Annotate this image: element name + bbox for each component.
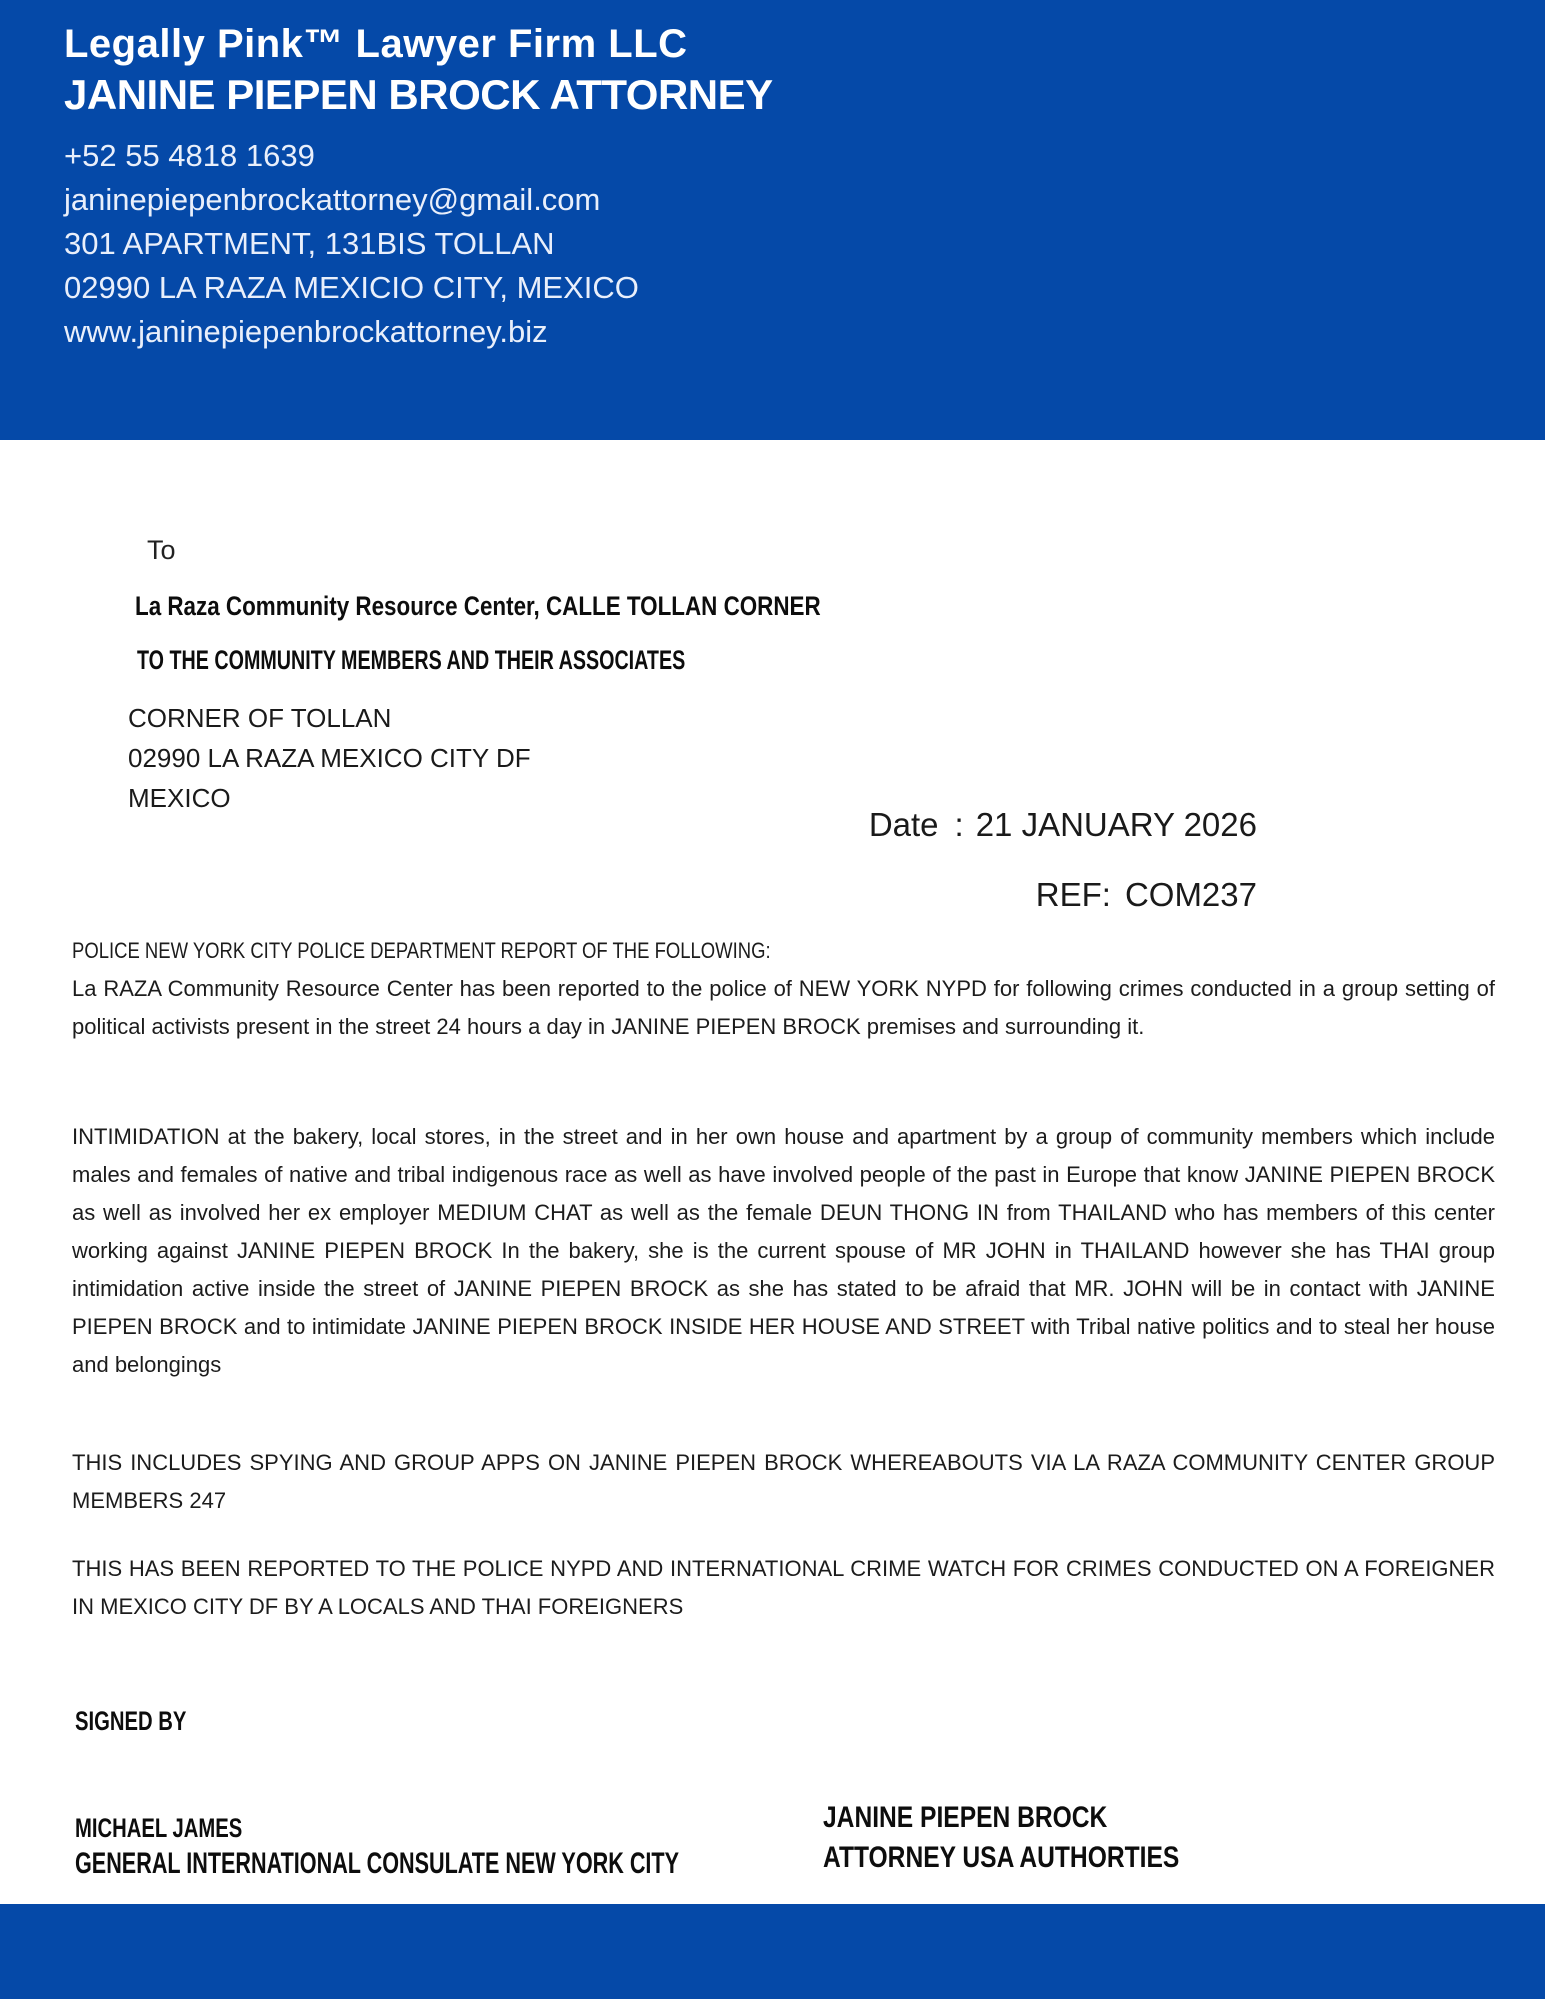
date-value: 21 JANUARY 2026: [975, 806, 1257, 843]
email-address: janinepiepenbrockattorney@gmail.com: [64, 182, 601, 217]
body-paragraph: THIS HAS BEEN REPORTED TO THE POLICE NYPD AND INTERNATIONAL CRIME WATCH FOR CRIMES CONDUCTED ON A FOREIGNER IN MEXICO CITY DF BY A LOCALS AND THAI FOREIGNERS: [72, 1556, 1495, 1619]
body-heading: POLICE NEW YORK CITY POLICE DEPARTMENT REPORT OF THE FOLLOWING:: [72, 938, 771, 963]
city-address: 02990 LA RAZA MEXICIO CITY, MEXICO: [64, 270, 639, 305]
recipient-address-line: MEXICO: [128, 783, 231, 813]
body-paragraph: La RAZA Community Resource Center has been reported to the police of NEW YORK NYPD for following crimes conducted in a group setting of political activists present in the street 24 hours a day in JANINE PIEPEN BROCK premises and surrounding it.: [72, 976, 1495, 1039]
body-paragraph: INTIMIDATION at the bakery, local stores, in the street and in her own house and apartment by a group of community members which include males and females of native and tribal indigenous race as well as have involved people of the past in Europe that know JANINE PIEPEN BROCK as well as involved her ex employer MEDIUM CHAT as well as the female DEUN THONG IN from THAILAND who has members of this center working against JANINE PIEPEN BROCK In the bakery, she is the current spouse of MR JOHN in THAILAND however she has THAI group intimidation active inside the street of JANINE PIEPEN BROCK as she has stated to be afraid that MR. JOHN will be in contact with JANINE PIEPEN BROCK and to intimidate JANINE PIEPEN BROCK INSIDE HER HOUSE AND STREET with Tribal native politics and to steal her house and belongings: [72, 1124, 1495, 1377]
website-url: www.janinepiepenbrockattorney.biz: [64, 314, 548, 349]
signatory-left-name: MICHAEL JAMES: [75, 1813, 243, 1843]
body-section-intimidation: [72, 1118, 1495, 1384]
date-separator: :: [954, 806, 964, 843]
phone-number: +52 55 4818 1639: [64, 138, 315, 173]
recipient-name: La Raza Community Resource Center, CALLE TOLLAN CORNER: [135, 591, 821, 621]
ref-value: COM237: [1124, 876, 1257, 913]
signatory-right: [823, 1798, 1179, 1878]
contact-block: [64, 134, 1505, 354]
attorney-name: JANINE PIEPEN BROCK ATTORNEY: [64, 71, 773, 118]
body-section-report: [72, 932, 1495, 1046]
footer-accent-bar: [0, 1904, 1545, 1999]
body-section-reported: [72, 1550, 1495, 1626]
to-label: To: [147, 535, 176, 565]
ref-line: [1036, 876, 1257, 914]
street-address: 301 APARTMENT, 131BIS TOLLAN: [64, 226, 555, 261]
ref-label: REF:: [1035, 876, 1111, 913]
recipient-attention: TO THE COMMUNITY MEMBERS AND THEIR ASSOCIATES: [137, 645, 686, 675]
signatory-right-title: ATTORNEY USA AUTHORTIES: [823, 1841, 1180, 1874]
recipient-address-line: 02990 LA RAZA MEXICO CITY DF: [128, 743, 531, 773]
signed-by-label: SIGNED BY: [75, 1706, 187, 1736]
recipient-address: [128, 698, 531, 818]
date-line: [869, 806, 1257, 844]
date-label: Date: [868, 806, 939, 843]
firm-name: Legally Pink™ Lawyer Firm LLC: [64, 22, 688, 66]
body-section-spying: [72, 1444, 1495, 1520]
signatory-left-title: GENERAL INTERNATIONAL CONSULATE NEW YORK CITY: [75, 1847, 680, 1880]
letterhead: [0, 0, 1545, 440]
body-paragraph: THIS INCLUDES SPYING AND GROUP APPS ON JANINE PIEPEN BROCK WHEREABOUTS VIA LA RAZA COMMUNITY CENTER GROUP MEMBERS 247: [72, 1450, 1495, 1513]
signatory-right-name: JANINE PIEPEN BROCK: [823, 1801, 1108, 1834]
recipient-address-line: CORNER OF TOLLAN: [128, 703, 392, 733]
